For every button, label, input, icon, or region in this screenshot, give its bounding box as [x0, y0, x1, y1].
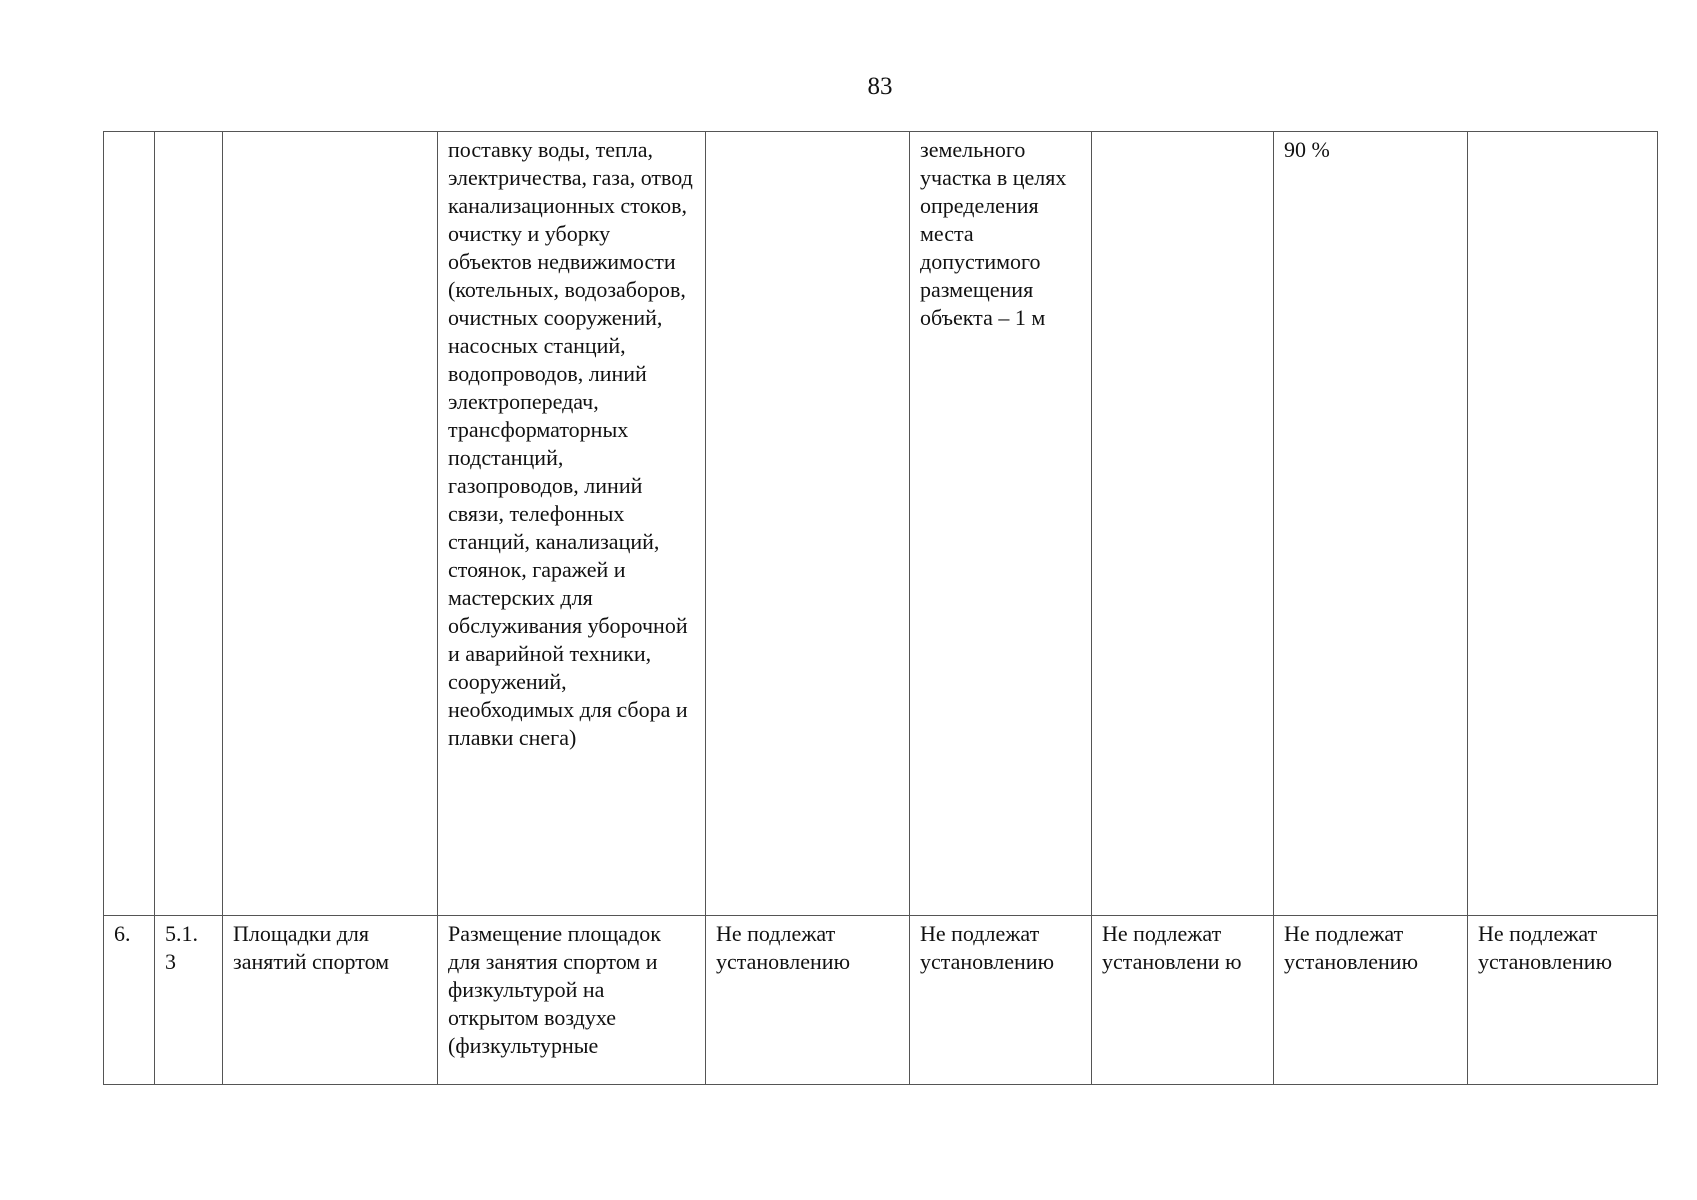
cell-number: 6.: [104, 916, 155, 1085]
cell-col5: [706, 132, 910, 916]
regulations-table: [103, 131, 1658, 1085]
cell-col8: Не подлежат установлению: [1274, 916, 1468, 1085]
cell-description: поставку воды, тепла, электричества, газа, отвод канализационных стоков, очистку и уборку объектов недвижимости (котельных, водозаборов, очистных сооружений, насосных станций, водопроводов, линий электропередач, трансформаторных подстанций, газопроводов, линий связи, телефонных станций, канализаций, стоянок, гаражей и мастерских для обслуживания уборочной и аварийной техники, сооружений, необходимых для сбора и плавки снега): [438, 132, 706, 916]
cell-col6: Не подлежат установлению: [910, 916, 1092, 1085]
page-number: 83: [867, 73, 893, 100]
cell-col9: [1468, 132, 1658, 916]
cell-description: Размещение площадок для занятия спортом и физкультурой на открытом воздухе (физкультурные: [438, 916, 706, 1085]
cell-col5: Не подлежат установлению: [706, 916, 910, 1085]
cell-col7: Не подлежат установлени ю: [1092, 916, 1274, 1085]
table-row: [104, 916, 1658, 1085]
cell-use-name: Площадки для занятий спортом: [223, 916, 438, 1085]
cell-col7: [1092, 132, 1274, 916]
cell-col8: 90 %: [1274, 132, 1468, 916]
cell-col9: Не подлежат установлению: [1468, 916, 1658, 1085]
cell-code: [155, 132, 223, 916]
table-row: [104, 132, 1658, 916]
cell-number: [104, 132, 155, 916]
cell-col6: земельного участка в целях определения места допустимого размещения объекта – 1 м: [910, 132, 1092, 916]
cell-code: 5.1. 3: [155, 916, 223, 1085]
cell-use-name: [223, 132, 438, 916]
